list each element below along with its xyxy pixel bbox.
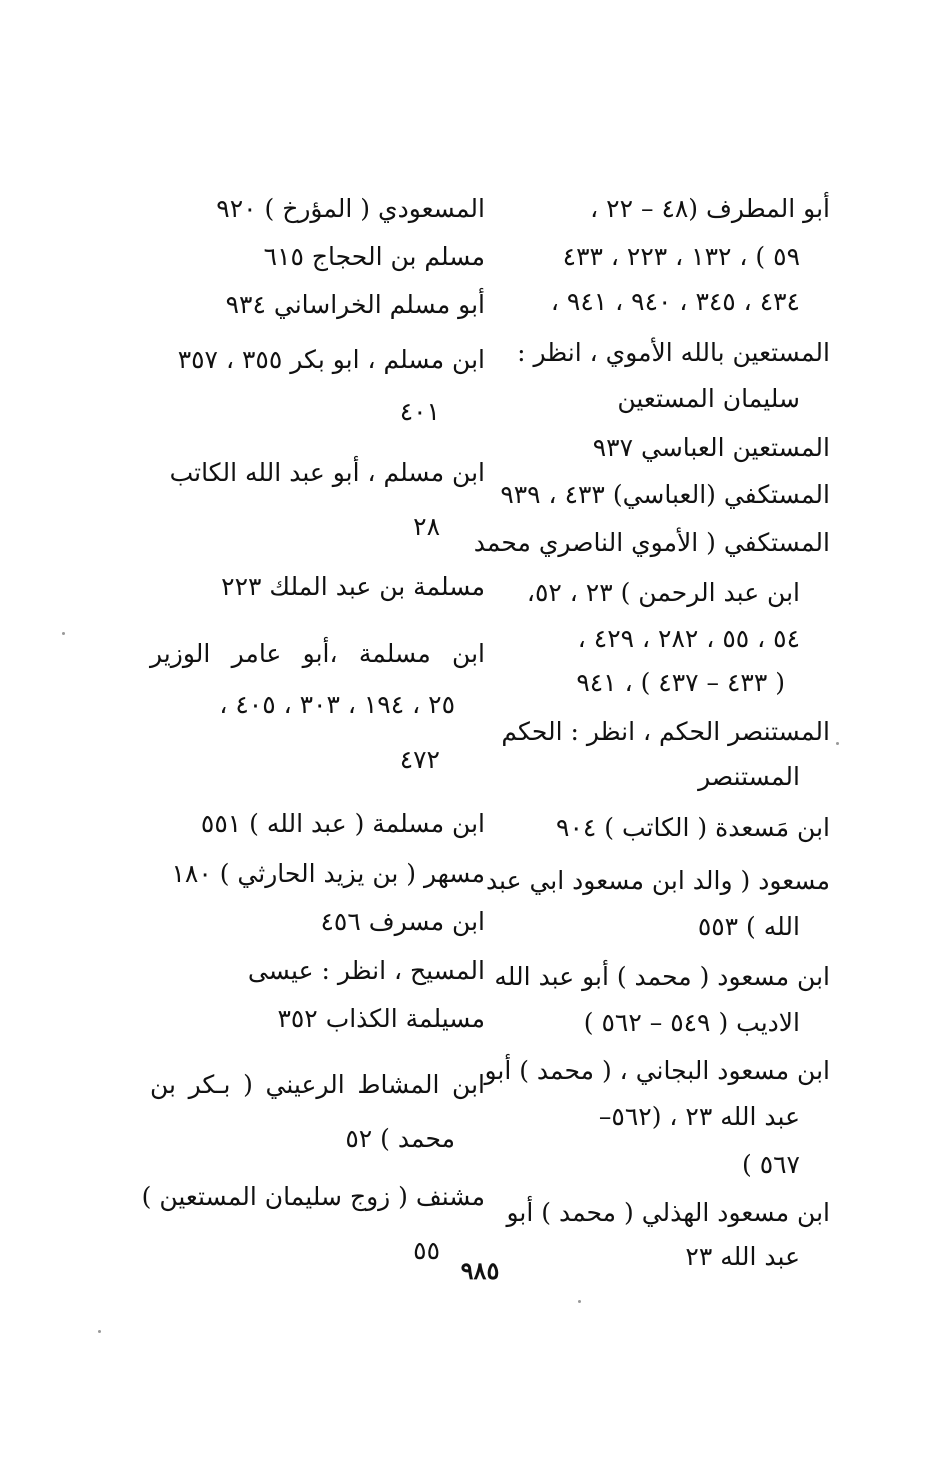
index-entry: المسيح ، انظر : عيسى: [247, 956, 485, 985]
index-entry: مسلمة بن عبد الملك ٢٢٣: [221, 572, 485, 601]
index-entry: المستنصر الحكم ، انظر : الحكم: [501, 717, 830, 746]
index-entry: مسعود ( والد ابن مسعود ابي عبد: [485, 866, 830, 895]
index-entry-continuation: محمد ) ٥٢: [345, 1124, 455, 1153]
page-number: ٩٨٥: [460, 1256, 500, 1285]
index-entry: مشنف ( زوج سليمان المستعين ): [141, 1182, 485, 1211]
index-entry: ابن مَسعدة ( الكاتب ) ٩٠٤: [556, 813, 830, 842]
index-entry-continuation: ٥٤ ، ٥٥ ، ٢٨٢ ، ٤٢٩ ،: [577, 624, 800, 653]
index-entry-continuation: المستنصر: [698, 762, 800, 791]
index-entry-continuation: ٤٣٤ ، ٣٤٥ ، ٩٤٠ ، ٩٤١ ،: [550, 287, 800, 316]
index-entry-continuation: ابن عبد الرحمن ) ٢٣ ، ٥٢،: [526, 578, 800, 607]
left-index-column: [141, 0, 485, 1474]
index-entry: المستكفي ( الأموي الناصري محمد: [473, 528, 830, 557]
index-entry-continuation: ٥٦٧ ): [742, 1150, 800, 1179]
index-entry: ابن مسلمة ( عبد الله ) ٥٥١: [200, 809, 485, 838]
index-entry: المستكفي (العباسي) ٤٣٣ ، ٩٣٩: [500, 480, 830, 509]
scan-speck: [98, 1330, 101, 1333]
scan-speck: [578, 1300, 581, 1303]
index-entry: ابن مسعود البجاني ، ( محمد ) أبو: [484, 1056, 830, 1085]
index-entry-continuation: ( ٤٣٣ – ٤٣٧ ) ، ٩٤١: [576, 668, 785, 697]
index-entry-continuation: ٤٠١: [399, 397, 440, 426]
index-entry: أبو مسلم الخراساني ٩٣٤: [225, 290, 485, 319]
index-entry-continuation: ٥٩ ) ، ١٣٢ ، ٢٢٣ ، ٤٣٣: [562, 242, 800, 271]
index-entry: ابن مسعود الهذلي ( محمد ) أبو: [506, 1198, 830, 1227]
index-entry-continuation: ٢٨: [413, 512, 440, 541]
index-entry: المستعين العباسي ٩٣٧: [592, 433, 830, 462]
index-entry: مسيلمة الكذاب ٣٥٢: [277, 1004, 485, 1033]
index-entry: ابن مسرف ٤٥٦: [320, 907, 485, 936]
index-entry-continuation: عبد الله ٢٣ ، (٥٦٢–: [598, 1102, 800, 1131]
index-entry-continuation: ٤٧٢: [399, 745, 440, 774]
index-entry-continuation: الاديب ( ٥٤٩ – ٥٦٢ ): [583, 1008, 800, 1037]
index-entry-continuation: الله ) ٥٥٣: [697, 912, 800, 941]
index-entry: ابن مسلم ، أبو عبد الله الكاتب: [169, 458, 485, 487]
index-entry: المسعودي ( المؤرخ ) ٩٢٠: [216, 194, 485, 223]
index-entry-continuation: عبد الله ٢٣: [685, 1242, 800, 1271]
index-entry: مسهر ( بن يزيد الحارثي ) ١٨٠: [171, 859, 485, 888]
index-entry: ابن مسعود ( محمد ) أبو عبد الله: [494, 962, 830, 991]
index-entry: مسلم بن الحجاج ٦١٥: [263, 242, 485, 271]
index-entry-continuation: ٥٥: [413, 1236, 440, 1265]
index-entry-continuation: ٢٥ ، ١٩٤ ، ٣٠٣ ، ٤٠٥ ،: [219, 690, 455, 719]
index-entry: أبو المطرف (٤٨ – ٢٢ ،: [590, 194, 830, 223]
index-entry: ابن المشاط الرعيني ( بـكر بن: [150, 1070, 485, 1099]
index-entry: ابن مسلم ، ابو بكر ٣٥٥ ، ٣٥٧: [177, 345, 485, 374]
index-entry: ابن مسلمة ،أبو عامر الوزير: [150, 639, 485, 668]
index-entry-continuation: سليمان المستعين: [617, 384, 800, 413]
index-entry: المستعين بالله الأموي ، انظر :: [517, 338, 830, 367]
scan-speck: [836, 742, 839, 745]
scan-speck: [62, 632, 65, 635]
